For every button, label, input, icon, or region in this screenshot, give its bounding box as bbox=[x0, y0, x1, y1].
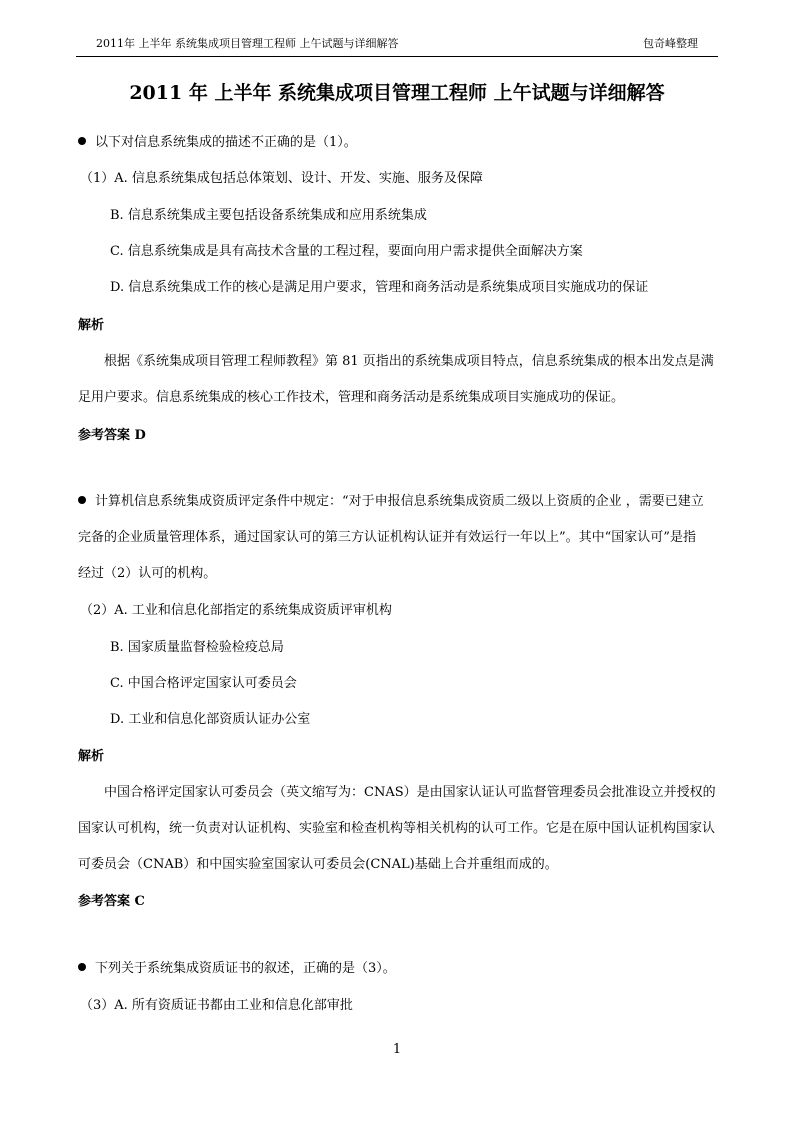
question-3-text: 下列关于系统集成资质证书的叙述，正确的是（3）。 bbox=[95, 961, 396, 976]
q2-option-d: D. 工业和信息化部资质认证办公室 bbox=[110, 712, 311, 727]
question-1-text: 以下对信息系统集成的描述不正确的是（1）。 bbox=[95, 135, 357, 150]
q2-option-c: C. 中国合格评定国家认可委员会 bbox=[110, 676, 297, 691]
q1-option-a: （1）A. 信息系统集成包括总体策划、设计、开发、实施、服务及保障 bbox=[80, 171, 483, 186]
question-2-line-2: 完备的企业质量管理体系，通过国家认可的第三方认证机构认证并有效运行一年以上”。其中“国家认可”是指 bbox=[78, 530, 696, 545]
q1-option-d: D. 信息系统集成工作的核心是满足用户要求，管理和商务活动是系统集成项目实施成功的保证 bbox=[110, 280, 649, 295]
question-3 bbox=[78, 957, 396, 976]
bullet-icon bbox=[78, 137, 86, 145]
q2-answer: 参考答案 C bbox=[78, 894, 145, 909]
q1-option-b: B. 信息系统集成主要包括设备系统集成和应用系统集成 bbox=[110, 208, 427, 223]
bullet-icon bbox=[78, 963, 86, 971]
q1-answer: 参考答案 D bbox=[78, 428, 146, 443]
page-title: 2011 年 上半年 系统集成项目管理工程师 上午试题与详细解答 bbox=[129, 82, 665, 104]
q2-analysis-label: 解析 bbox=[78, 749, 105, 764]
q2-option-a: （2）A. 工业和信息化部指定的系统集成资质评审机构 bbox=[80, 603, 392, 618]
q2-analysis-line-3: 可委员会（CNAB）和中国实验室国家认可委员会(CNAL)基础上合并重组而成的。 bbox=[78, 857, 558, 872]
question-1 bbox=[78, 131, 357, 150]
header-divider bbox=[76, 56, 718, 57]
question-2-line-1: 计算机信息系统集成资质评定条件中规定：“对于申报信息系统集成资质二级以上资质的企业 ，需要已建立 bbox=[95, 494, 704, 509]
bullet-icon bbox=[78, 496, 86, 504]
q1-analysis-label: 解析 bbox=[78, 318, 105, 333]
q1-option-c: C. 信息系统集成是具有高技术含量的工程过程，要面向用户需求提供全面解决方案 bbox=[110, 244, 583, 259]
q3-option-a: （3）A. 所有资质证书都由工业和信息化部审批 bbox=[80, 998, 353, 1013]
q2-analysis-line-2: 国家认可机构，统一负责对认证机构、实验室和检查机构等相关机构的认可工作。它是在原中国认证机构国家认 bbox=[78, 821, 716, 836]
page-number: 1 bbox=[392, 1042, 402, 1057]
q2-analysis-line-1: 中国合格评定国家认可委员会（英文缩写为：CNAS）是由国家认证认可监督管理委员会批准设立并授权的 bbox=[104, 785, 716, 800]
q1-analysis-line-1: 根据《系统集成项目管理工程师教程》第 81 页指出的系统集成项目特点，信息系统集成的根本出发点是满 bbox=[104, 354, 714, 369]
q1-analysis-line-2: 足用户要求。信息系统集成的核心工作技术，管理和商务活动是系统集成项目实施成功的保证。 bbox=[78, 390, 625, 405]
question-2-line-3: 经过（2）认可的机构。 bbox=[78, 566, 217, 581]
page-header bbox=[96, 35, 698, 51]
header-author: 包奇峰整理 bbox=[643, 37, 698, 50]
question-2 bbox=[78, 490, 704, 509]
header-doc-title: 2011年 上半年 系统集成项目管理工程师 上午试题与详细解答 bbox=[96, 37, 399, 50]
q2-option-b: B. 国家质量监督检验检疫总局 bbox=[110, 640, 284, 655]
